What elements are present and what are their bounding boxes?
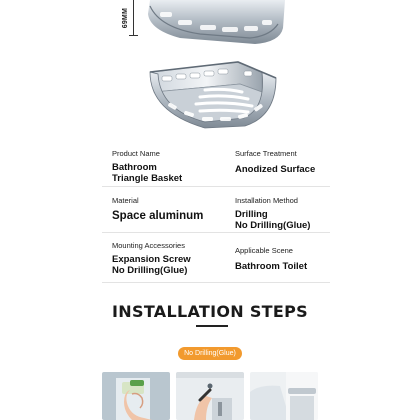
spec-product-name: [112, 149, 226, 184]
dimension-line-cap: [129, 35, 138, 36]
product-hero: [0, 0, 420, 138]
spec-material: [112, 196, 226, 223]
spec-key: Product Name: [112, 149, 160, 158]
spec-value: [112, 162, 226, 184]
spec-applicable-scene: [235, 246, 349, 272]
spec-key: Surface Treatment: [235, 149, 297, 158]
spec-value: Bathroom Toilet: [235, 261, 308, 272]
spec-value-line: Triangle Basket: [112, 173, 183, 184]
spec-value-line: No Drilling(Glue): [235, 220, 311, 231]
spec-key: Applicable Scene: [235, 246, 293, 255]
installation-title: INSTALLATION STEPS: [112, 302, 308, 321]
divider: [102, 282, 330, 283]
title-underline: [196, 325, 228, 327]
dimension-line: [133, 0, 134, 36]
spec-value-line: No Drilling(Glue): [112, 265, 188, 276]
spec-grid: [102, 140, 330, 286]
basket-illustration: [0, 0, 420, 138]
spec-value-line: Drilling: [235, 209, 268, 220]
spec-installation-method: [235, 196, 349, 231]
step-photo-2: [176, 372, 244, 420]
spec-value: [235, 209, 349, 231]
spec-value: [112, 254, 226, 276]
divider: [102, 186, 330, 187]
spec-value: Space aluminum: [112, 210, 204, 222]
basket-top: [148, 0, 285, 44]
spec-key: Installation Method: [235, 196, 298, 205]
no-drilling-badge[interactable]: No Drilling(Glue): [178, 347, 242, 360]
spec-key: Material: [112, 196, 139, 205]
dimension-label: 69MM: [122, 8, 129, 29]
spec-key: Mounting Accessories: [112, 241, 185, 250]
spec-value-line: Expansion Screw: [112, 254, 191, 265]
spec-surface-treatment: [235, 149, 349, 175]
spec-value-line: Bathroom: [112, 162, 157, 173]
divider: [102, 232, 330, 233]
spec-mounting-accessories: [112, 241, 226, 276]
step-photo-3: [250, 372, 318, 420]
basket-bottom: [150, 62, 276, 128]
spec-value: Anodized Surface: [235, 164, 316, 175]
step-photo-1: [102, 372, 170, 420]
